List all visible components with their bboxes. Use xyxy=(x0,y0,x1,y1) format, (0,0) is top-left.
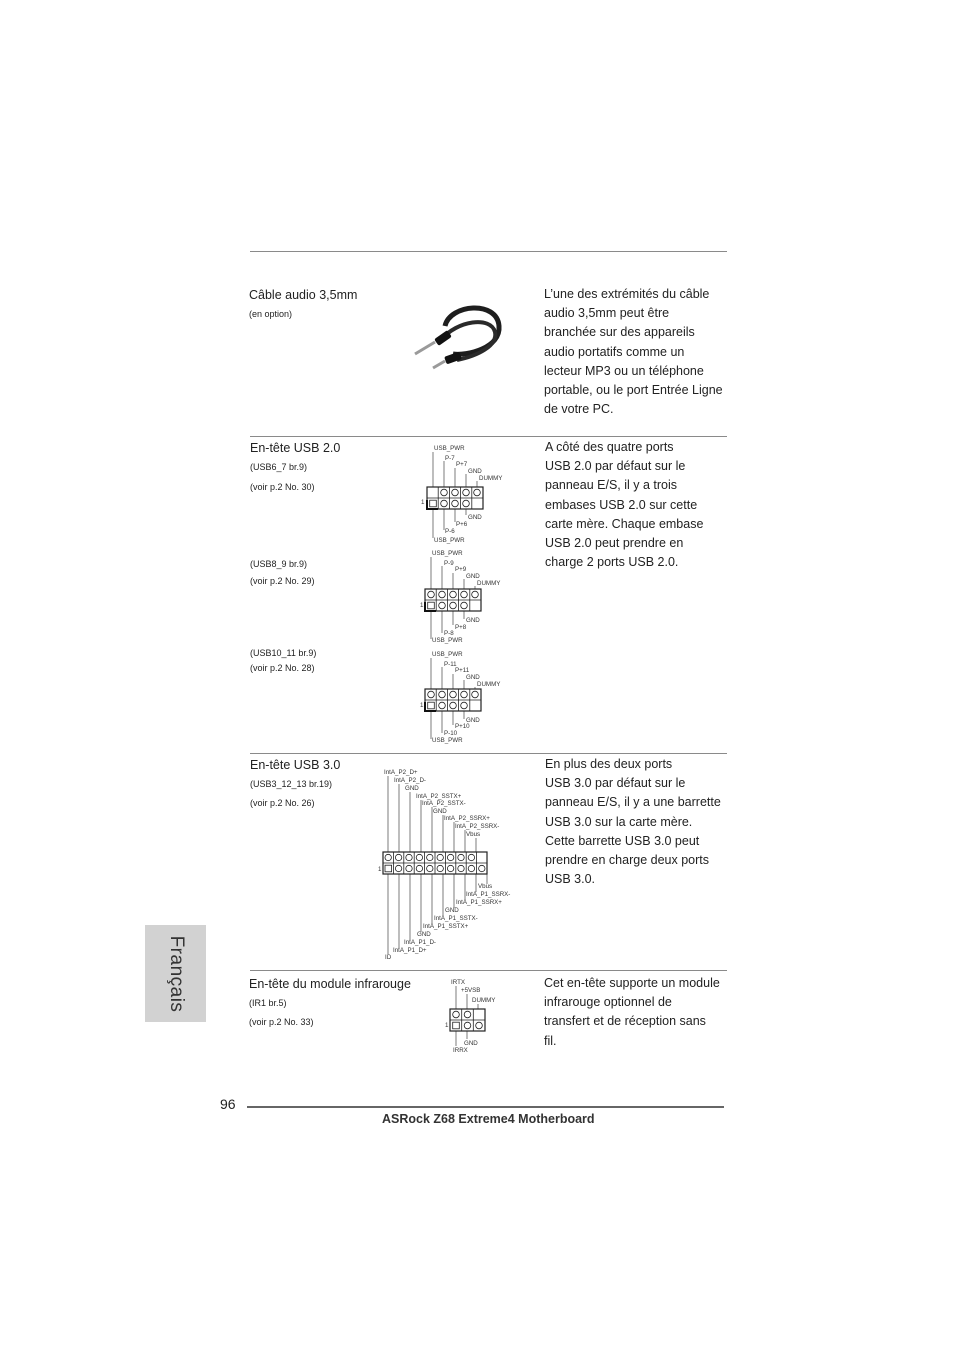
usb30-title: En-tête USB 3.0 xyxy=(250,758,341,772)
pin-label: P+9 xyxy=(455,566,467,573)
language-side-tab xyxy=(145,925,206,1022)
pin-label: DUMMY xyxy=(477,580,501,587)
pin-label: USB_PWR xyxy=(434,445,465,452)
top-rule xyxy=(250,251,727,252)
pin-1-marker: 1 xyxy=(445,1022,449,1029)
footer-title: ASRock Z68 Extreme4 Motherboard xyxy=(382,1112,595,1126)
pin-label: IntA_P1_SSRX- xyxy=(466,891,511,898)
pin-label: P-11 xyxy=(444,661,457,668)
usb10-11-diagram xyxy=(420,648,520,748)
pin-label: IntA_P2_SSRX- xyxy=(455,823,500,830)
pin-label: GND xyxy=(468,468,482,475)
pin-label: +5VSB xyxy=(461,987,481,994)
usb3-12-13-ref: (voir p.2 No. 26) xyxy=(250,798,315,808)
ir-diagram xyxy=(445,976,515,1056)
pin-1-marker: 1 xyxy=(420,602,424,609)
cable-title: Câble audio 3,5mm xyxy=(249,288,358,302)
pin-label: GND xyxy=(405,785,419,792)
pin-label: P-6 xyxy=(445,528,455,535)
pin-label: GND xyxy=(466,717,480,724)
pin-label: ID xyxy=(385,954,392,961)
rule-ir xyxy=(250,970,727,971)
pin-label: Vbus xyxy=(466,831,481,838)
pin-label: GND xyxy=(466,573,480,580)
pin-label: GND xyxy=(466,617,480,624)
pin-label: IntA_P1_SSTX+ xyxy=(423,923,469,930)
pin-label: DUMMY xyxy=(479,475,503,482)
pin-label: P+6 xyxy=(456,521,468,528)
pin-label: IRRX xyxy=(453,1047,468,1054)
side-tab-label: Français xyxy=(165,935,187,1012)
pin-label: IntA_P2_SSRX+ xyxy=(444,815,490,822)
footer-rule xyxy=(247,1106,724,1108)
pin-label: GND xyxy=(464,1040,478,1047)
ir-description: Cet en-tête supporte un module infrarouge optionnel de transfert et de réception sans fil. xyxy=(544,976,720,1048)
pin-label: USB_PWR xyxy=(432,737,463,744)
pin-label: Vbus xyxy=(478,883,493,890)
pin-label: P-7 xyxy=(445,455,455,462)
pin-label: IntA_P1_SSTX- xyxy=(434,915,478,922)
usb8-9-name: (USB8_9 br.9) xyxy=(250,559,308,569)
usb6-7-ref: (voir p.2 No. 30) xyxy=(250,482,315,492)
ir-ref: (voir p.2 No. 33) xyxy=(249,1017,314,1027)
pin-label: IntA_P2_D- xyxy=(394,777,426,784)
usb10-11-name: (USB10_11 br.9) xyxy=(250,648,317,658)
usb8-9-diagram xyxy=(420,547,520,647)
pin-label: GND xyxy=(445,907,459,914)
pin-label: IntA_P2_SSTX- xyxy=(422,800,466,807)
pin-1-marker: 1 xyxy=(421,499,425,506)
pin-label: DUMMY xyxy=(477,681,501,688)
usb20-title: En-tête USB 2.0 xyxy=(250,441,341,455)
page-number: 96 xyxy=(220,1096,236,1112)
pin-label: GND xyxy=(417,931,431,938)
usb10-11-ref: (voir p.2 No. 28) xyxy=(250,663,315,673)
usb6-7-diagram xyxy=(420,442,520,548)
pin-1-marker: 1 xyxy=(420,702,424,709)
pin-label: IntA_P2_D+ xyxy=(384,769,418,776)
pin-label: IntA_P2_SSTX+ xyxy=(416,793,462,800)
pin-label: IntA_P1_SSRX+ xyxy=(456,899,502,906)
pin-label: P-9 xyxy=(444,560,454,567)
pin-label: P+7 xyxy=(456,461,468,468)
pin-label: P+8 xyxy=(455,624,467,631)
pin-label: IntA_P1_D- xyxy=(404,939,436,946)
pin-label: IntA_P1_D+ xyxy=(393,947,427,954)
pin-label: P+11 xyxy=(455,667,470,674)
pin-label: P+10 xyxy=(455,723,470,730)
rule-usb20 xyxy=(250,436,727,437)
pin-label: P-10 xyxy=(444,730,458,737)
usb6-7-name: (USB6_7 br.9) xyxy=(250,462,308,472)
pin-label: DUMMY xyxy=(472,997,496,1004)
ir-title: En-tête du module infrarouge xyxy=(249,977,411,991)
pin-label: USB_PWR xyxy=(432,637,463,644)
usb3-12-13-name: (USB3_12_13 br.19) xyxy=(250,779,333,789)
pin-label: GND xyxy=(468,514,482,521)
rule-usb30 xyxy=(250,753,727,754)
pin-label: GND xyxy=(466,674,480,681)
pin-1-marker: 1 xyxy=(378,866,382,873)
pin-label: P-8 xyxy=(444,630,454,637)
audio-cable-image xyxy=(405,298,505,380)
pin-label: IRTX xyxy=(451,979,465,986)
usb30-diagram xyxy=(378,764,518,964)
cable-subtitle: (en option) xyxy=(249,309,293,319)
cable-description: L’une des extrémités du câble audio 3,5mm peut être branchée sur des appareils audio portatifs comme un lecteur MP3 ou un téléphone portable, ou le port Entrée Ligne de votre PC. xyxy=(544,287,723,417)
pin-label: GND xyxy=(433,808,447,815)
pin-label: USB_PWR xyxy=(432,651,463,658)
pin-label: USB_PWR xyxy=(434,537,465,544)
pin-label: USB_PWR xyxy=(432,550,463,557)
usb8-9-ref: (voir p.2 No. 29) xyxy=(250,576,315,586)
usb20-description: A côté des quatre ports USB 2.0 par défaut sur le panneau E/S, il y a trois embases USB 2.0 sur cette carte mère. Chaque embase USB 2.0 peut prendre en charge 2 ports USB 2.0. xyxy=(545,440,704,570)
ir-name: (IR1 br.5) xyxy=(249,998,287,1008)
usb30-description: En plus des deux ports USB 3.0 par défaut sur le panneau E/S, il y a une barrette USB 3.0 sur la carte mère. Cette barrette USB 3.0 peut prendre en charge deux ports USB 3.0. xyxy=(545,757,721,887)
